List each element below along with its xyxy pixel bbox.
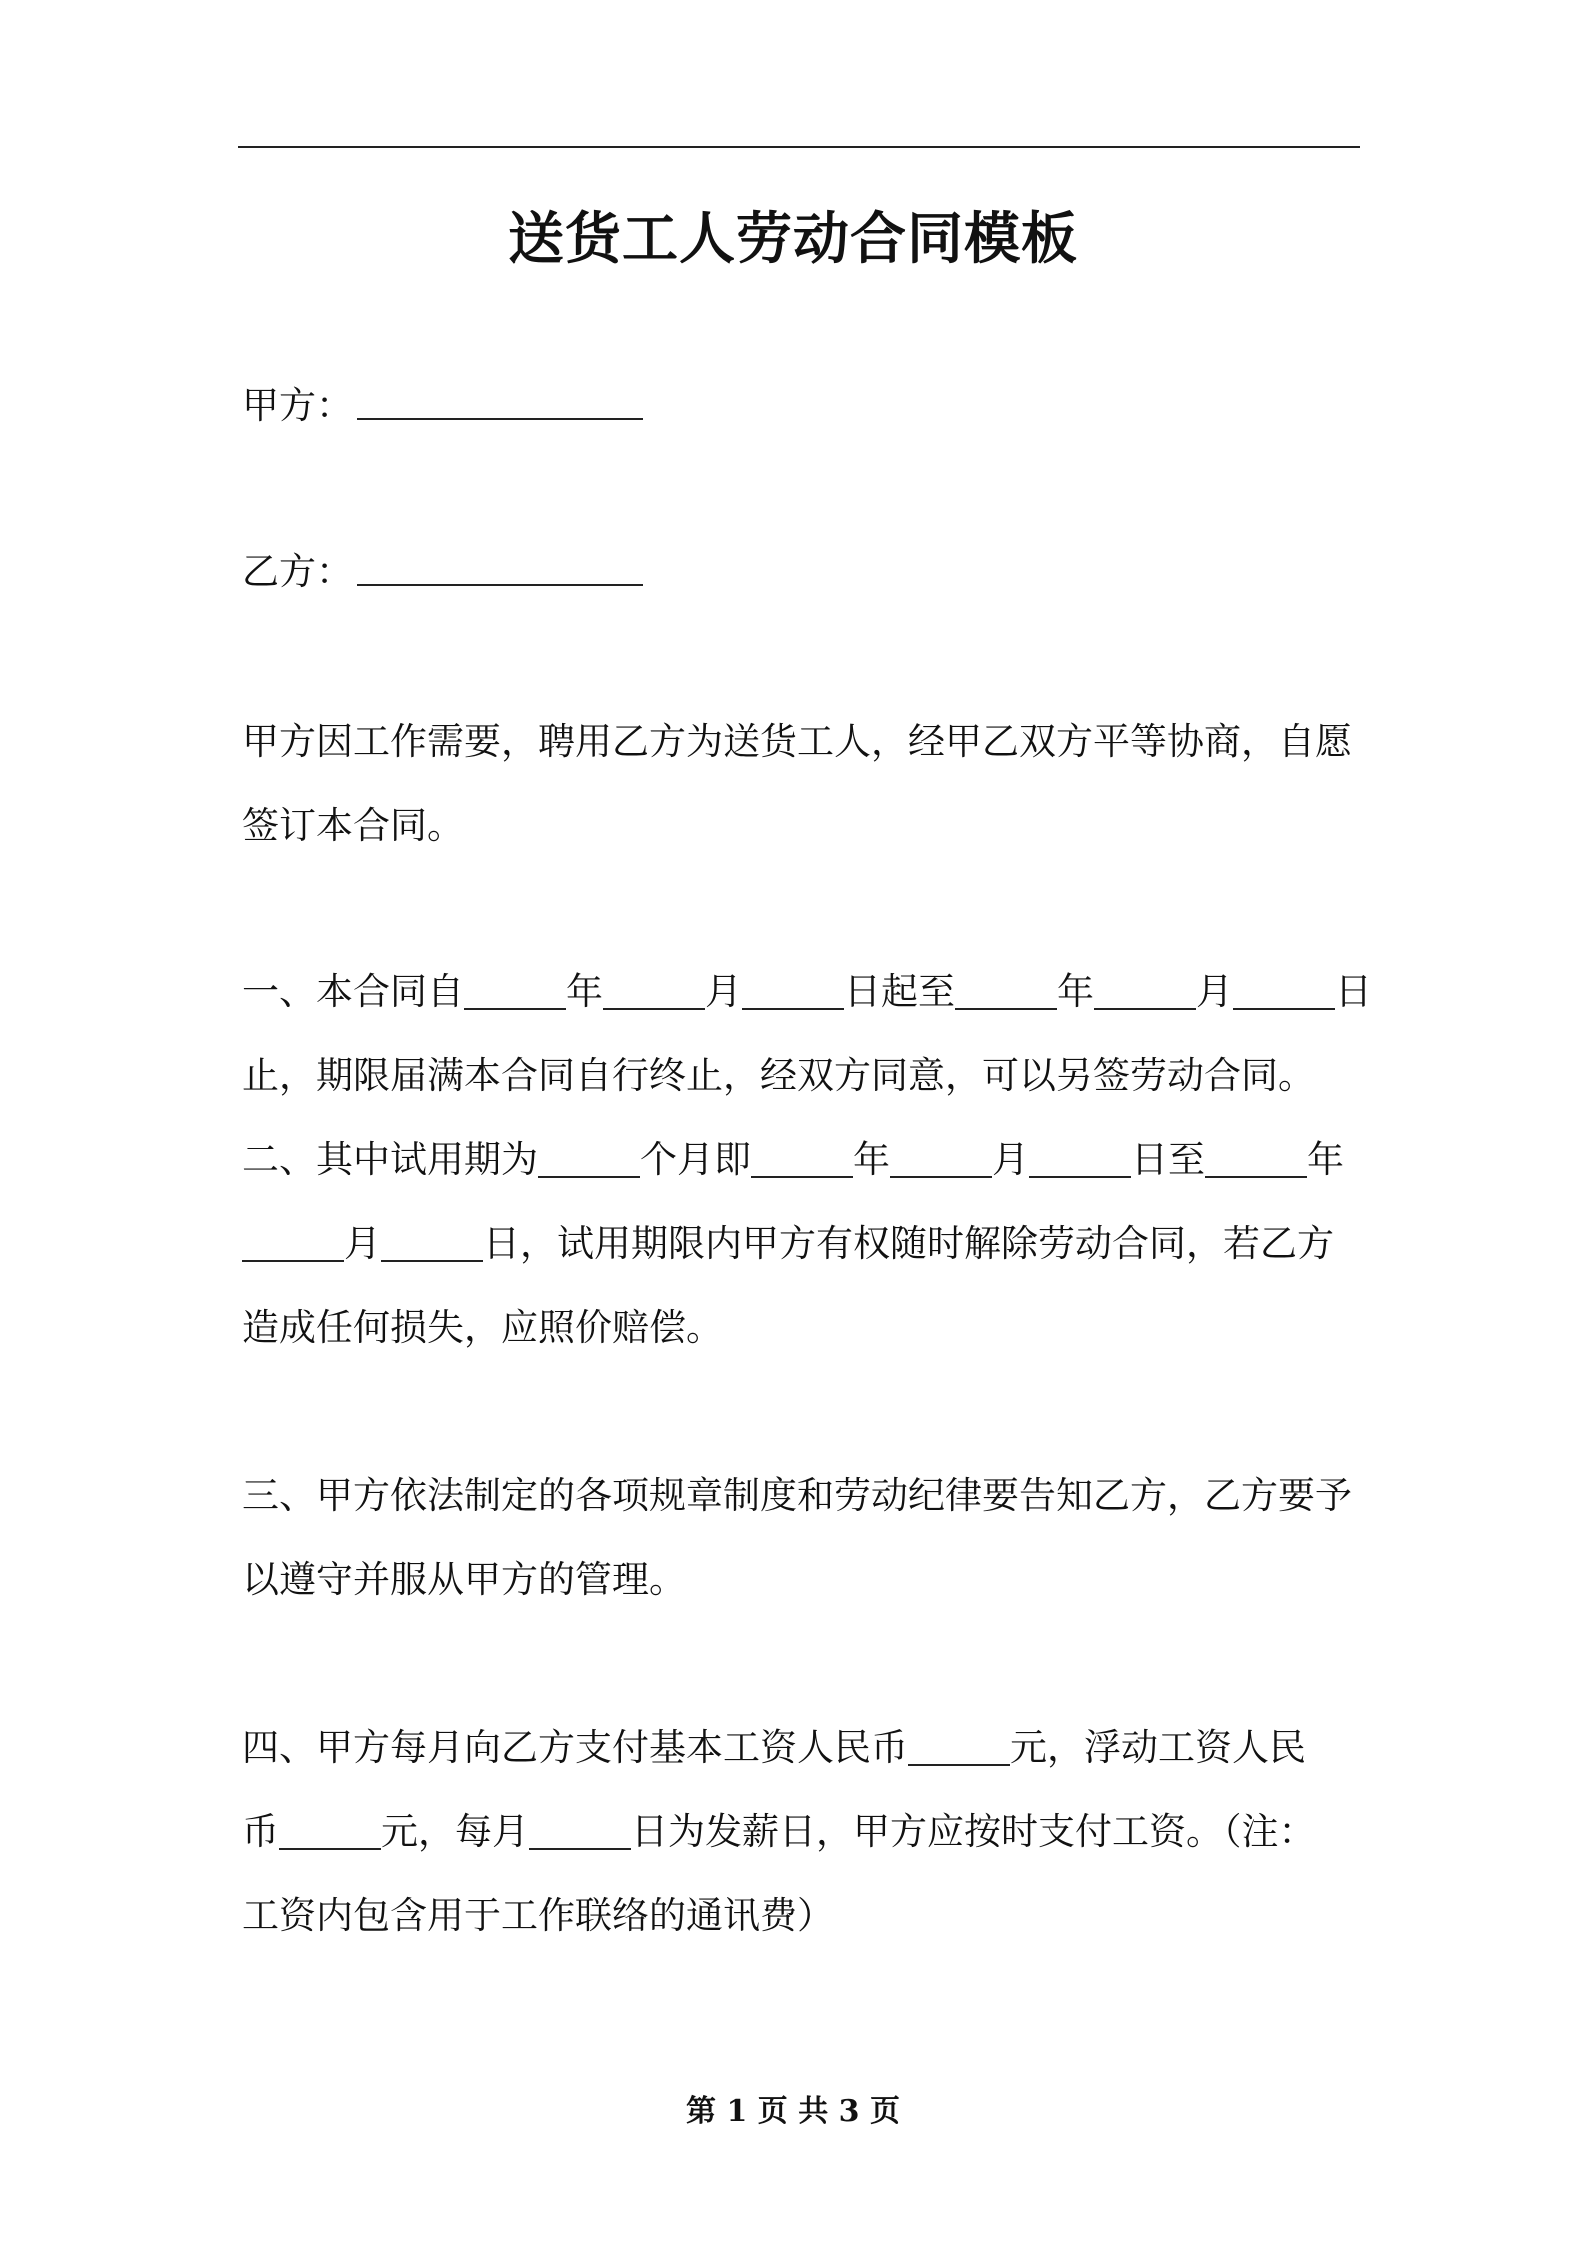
month-text: 月 [705,970,742,1013]
blank [890,1142,992,1178]
party-b-line [242,542,643,602]
blank [1233,974,1335,1010]
clause-3-line-1: 三、甲方依法制定的各项规章制度和劳动纪律要告知乙方，乙方要予 [242,1474,1352,1517]
clause-2-line-3: 造成任何损失，应照价赔偿。 [242,1306,723,1349]
day-text: 日起至 [844,970,955,1013]
clause-4-prefix: 四、甲方每月向乙方支付基本工资人民币 [242,1726,908,1769]
party-a-label: 甲方： [242,384,353,427]
clause-3 [242,1454,1362,1622]
clause-3-line-2: 以遵守并服从甲方的管理。 [242,1558,686,1601]
clause-2-prefix: 二、其中试用期为 [242,1138,538,1181]
year-text: 年 [1307,1138,1344,1181]
blank [1029,1142,1131,1178]
intro-line-1: 甲方因工作需要，聘用乙方为送货工人，经甲乙双方平等协商，自愿 [242,720,1352,763]
blank [279,1814,381,1850]
clause-2 [242,1118,1362,1370]
day-text: 日 [1335,970,1372,1013]
clause-1-line-2: 止，期限届满本合同自行终止，经双方同意，可以另签劳动合同。 [242,1054,1315,1097]
party-b-blank [357,544,643,586]
blank [242,1226,344,1262]
blank [529,1814,631,1850]
clause-1 [242,950,1372,1118]
party-a-line [242,376,643,436]
blank [603,974,705,1010]
blank [538,1142,640,1178]
month-text: 月 [344,1222,381,1265]
clause-4-line-2 [242,1790,1362,1874]
clause-4-text: 元，浮动工资人民 [1010,1726,1306,1769]
clause-1-line-1 [242,950,1372,1034]
year-text: 年 [853,1138,890,1181]
clause-2-line-1 [242,1118,1362,1202]
clause-2-line-2 [242,1202,1362,1286]
year-text: 年 [566,970,603,1013]
blank [1094,974,1196,1010]
intro-line-2: 签订本合同。 [242,804,464,847]
clause-4-text: 日为发薪日，甲方应按时支付工资。（注： [631,1810,1316,1853]
party-a-blank [357,378,643,420]
blank [464,974,566,1010]
clause-4-line-3: 工资内包含用于工作联络的通讯费） [242,1894,834,1937]
day-text: 日至 [1131,1138,1205,1181]
document-title: 送货工人劳动合同模板 [508,207,1078,272]
blank [955,974,1057,1010]
year-text: 年 [1057,970,1094,1013]
month-text: 月 [1196,970,1233,1013]
clause-2-text: 日，试用期限内甲方有权随时解除劳动合同，若乙方 [483,1222,1334,1265]
header-rule [238,146,1360,148]
blank [1205,1142,1307,1178]
clause-4-text: 元，每月 [381,1810,529,1853]
blank [908,1730,1010,1766]
party-b-label: 乙方： [242,550,353,593]
blank [751,1142,853,1178]
blank [742,974,844,1010]
months-text: 个月即 [640,1138,751,1181]
blank [381,1226,483,1262]
clause-4 [242,1706,1362,1958]
currency-text: 币 [242,1810,279,1853]
intro-paragraph [242,700,1362,868]
month-text: 月 [992,1138,1029,1181]
page-footer: 第 1 页 共 3 页 [686,2094,900,2129]
clause-1-prefix: 一、本合同自 [242,970,464,1013]
clause-4-line-1 [242,1706,1362,1790]
